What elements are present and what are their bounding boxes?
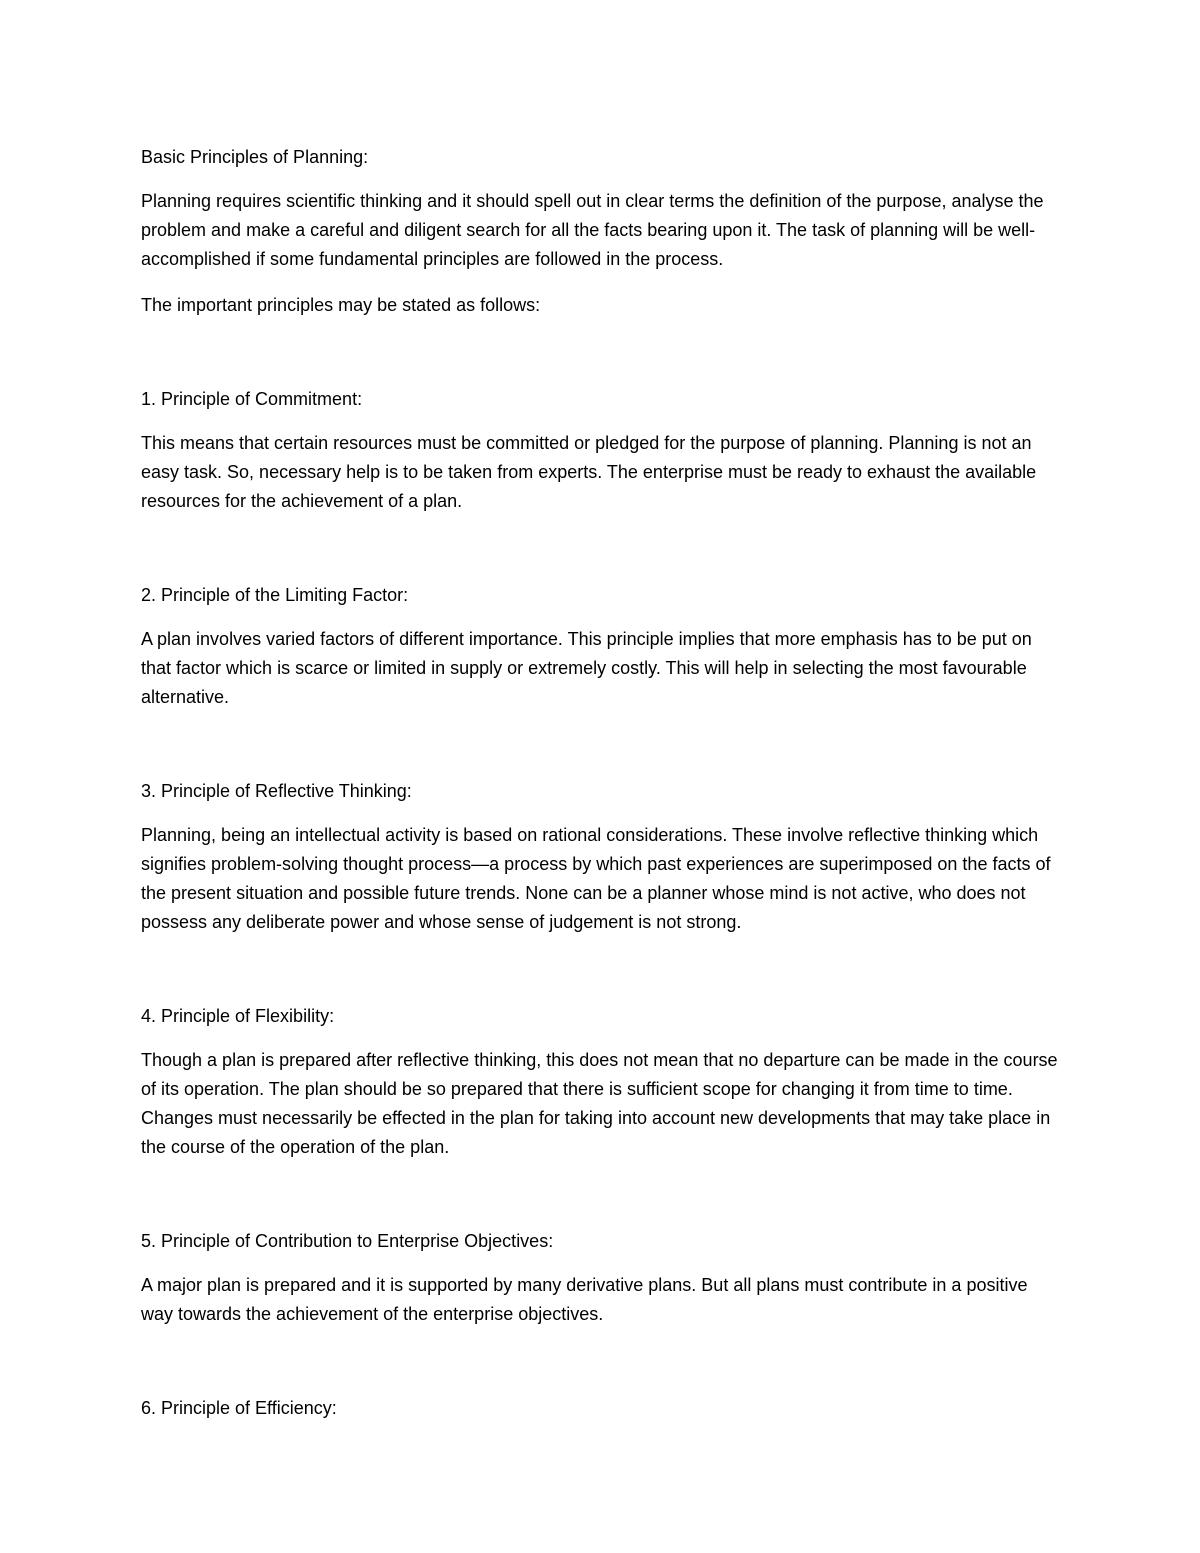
- section-heading: 5. Principle of Contribution to Enterprise Objectives:: [141, 1231, 554, 1251]
- document-title: Basic Principles of Planning:: [141, 147, 369, 167]
- section-heading: 6. Principle of Efficiency:: [141, 1398, 337, 1418]
- section-commitment: [141, 385, 1061, 516]
- section-body: This means that certain resources must be committed or pledged for the purpose of planning. Planning is not an easy task. So, necessary help is to be taken from experts. The enterprise must be ready to exhaust the available resources for the achievement of a plan.: [141, 433, 1037, 511]
- intro-paragraph: Planning requires scientific thinking and it should spell out in clear terms the definition of the purpose, analyse the problem and make a careful and diligent search for all the facts bearing upon it. The task of planning will be well-accomplished if some fundamental principles are followed in the process.: [141, 191, 1044, 269]
- section-heading: 1. Principle of Commitment:: [141, 389, 363, 409]
- section-reflective-thinking: [141, 777, 1061, 937]
- section-body: A plan involves varied factors of different importance. This principle implies that more emphasis has to be put on that factor which is scarce or limited in supply or extremely costly. This will help in selecting the most favourable alternative.: [141, 629, 1032, 707]
- section-heading: 2. Principle of the Limiting Factor:: [141, 585, 409, 605]
- section-heading: 3. Principle of Reflective Thinking:: [141, 781, 412, 801]
- section-body: A major plan is prepared and it is supported by many derivative plans. But all plans must contribute in a positive way towards the achievement of the enterprise objectives.: [141, 1275, 1028, 1324]
- intro-lead-paragraph: The important principles may be stated as follows:: [141, 295, 541, 315]
- section-body: Planning, being an intellectual activity is based on rational considerations. These involve reflective thinking which signifies problem-solving thought process—a process by which past experiences are superimposed on the facts of the present situation and possible future trends. None can be a planner whose mind is not active, who does not possess any deliberate power and whose sense of judgement is not strong.: [141, 825, 1051, 932]
- section-heading: 4. Principle of Flexibility:: [141, 1006, 335, 1026]
- section-limiting-factor: [141, 581, 1061, 712]
- section-efficiency: [141, 1394, 1061, 1423]
- section-contribution: [141, 1227, 1061, 1329]
- section-flexibility: [141, 1002, 1061, 1162]
- section-body: Though a plan is prepared after reflective thinking, this does not mean that no departure can be made in the course of its operation. The plan should be so prepared that there is sufficient scope for changing it from time to time. Changes must necessarily be effected in the plan for taking into account new developments that may take place in the course of the operation of the plan.: [141, 1050, 1058, 1157]
- document-content: [141, 143, 1061, 1438]
